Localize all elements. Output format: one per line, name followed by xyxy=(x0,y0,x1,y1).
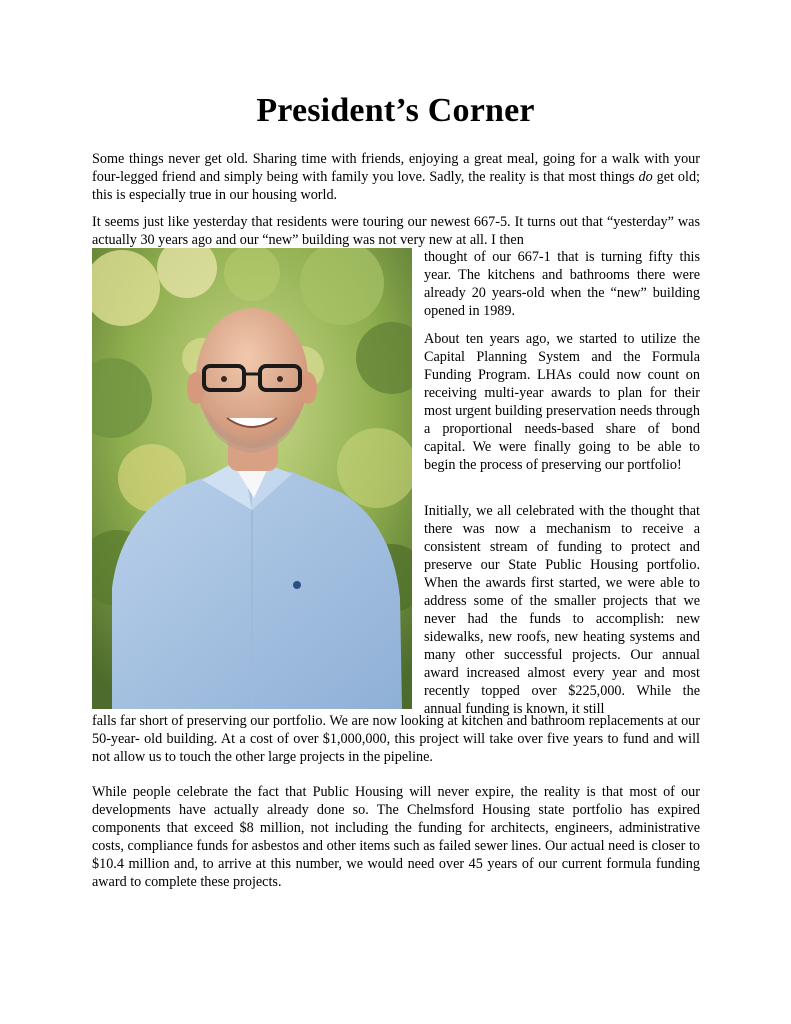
intro-emphasis: do xyxy=(638,169,653,185)
funding-celebration-paragraph: Initially, we all celebrated with the thought that there was now a mechanism to receive a consistent stream of funding to protect and preserve our State Public Housing portfolio. When the awards first started, we were able to address some of the smaller projects that we never had the funds to accomplish: new sidewalks, new roofs, new heating systems and many other successful projects. Our annual award increased almost every year and most recently topped over $225,000. While the annual funding is known, it still xyxy=(424,503,700,717)
shortfall-paragraph: falls far short of preserving our portfolio. We are now looking at kitchen and bathroom replacements at our 50-year- old building. At a cost of over $1,000,000, this project will take over five years to fund and will not allow us to touch the other large projects in the pipeline. xyxy=(92,713,700,765)
intro-paragraph xyxy=(92,150,700,204)
capital-planning-paragraph: About ten years ago, we started to utilize the Capital Planning System and the Formula Funding Program. LHAs could now count on receiving multi-year awards to plan for their most urgent building preservation needs through a proportional needs-based share of bond capital. We were finally going to be able to begin the process of preserving our portfolio! xyxy=(424,331,700,473)
yesterday-paragraph: It seems just like yesterday that residents were touring our newest 667-5. It turns out that “yesterday” was actually 30 years ago and our “new” building was not very new at all. I then xyxy=(92,214,700,248)
intro-text-end: get old; this is especially true in our housing world. xyxy=(92,169,700,203)
portfolio-needs-paragraph: While people celebrate the fact that Public Housing will never expire, the reality is that most of our developments have actually already done so. The Chelmsford Housing state portfolio has expired components that exceed $8 million, not including the funding for architects, engineers, administrative costs, compliance funds for asbestos and other items such as failed sewer lines. Our actual need is closer to $10.4 million and, to arrive at this number, we would need over 45 years of our current formula funding award to complete these projects. xyxy=(92,784,700,890)
kitchens-paragraph: thought of our 667-1 that is turning fifty this year. The kitchens and bathrooms there were already 20 years-old when the “new” building opened in 1989. xyxy=(424,249,700,319)
president-portrait-photo xyxy=(92,248,412,709)
page-title: President’s Corner xyxy=(256,92,535,129)
intro-text-start: Some things never get old. Sharing time with friends, enjoying a great meal, going for a walk with your four-legged friend and simply being with family you love. Sadly, the reality is that most things xyxy=(92,151,700,185)
